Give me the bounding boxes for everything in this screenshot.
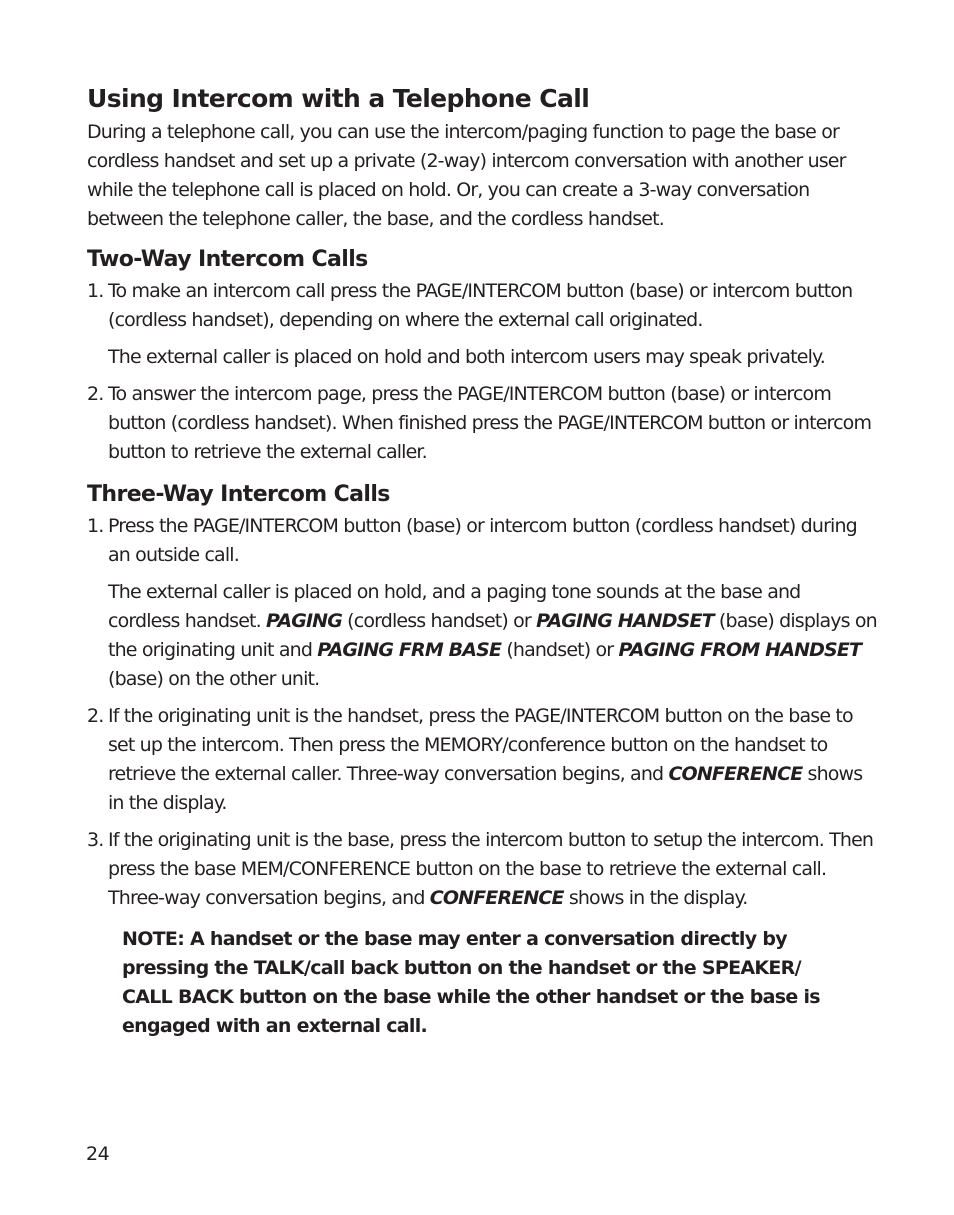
two-way-steps [87,277,877,467]
display-message: PAGING HANDSET [536,610,714,632]
two-way-heading: Two-Way Intercom Calls [87,247,368,272]
page-number: 24 [86,1143,110,1165]
step-text: If the originating unit is the handset, press the PAGE/INTERCOM button on the base to set up the intercom. Then press the MEMORY/conference button on the handset to retrieve the external caller. Three-way conversation begins, and CONFERENCE shows in the display. [108,705,863,814]
step-number: 3. [87,829,104,851]
display-message: PAGING [266,610,342,632]
three-way-steps [87,512,877,913]
two-way-section [87,246,877,467]
list-item [87,826,877,913]
step-number: 2. [87,705,104,727]
three-way-heading: Three-Way Intercom Calls [87,482,390,507]
step-text: If the originating unit is the base, press the intercom button to setup the intercom. Then press the base MEM/CONFERENCE button on the base to retrieve the external call. Three-way conversation begins, and CONFERENCE shows in the display. [108,829,874,909]
step-number: 2. [87,383,104,405]
intro-paragraph: During a telephone call, you can use the intercom/paging function to page the base or cordless handset and set up a private (2-way) intercom conversation with another user while the telephone call is placed on hold. Or, you can create a 3-way conversation between the telephone caller, the base, and the cordless handset. [87,121,846,230]
list-item [87,512,877,694]
note-callout: NOTE: A handset or the base may enter a conversation directly by pressing the TALK/call back button on the handset or the SPEAKER/ CALL BACK button on the base while the other handset or the base is engaged with an external call. [122,928,820,1037]
step-text: Press the PAGE/INTERCOM button (base) or intercom button (cordless handset) during an outside call. [108,515,857,566]
page-content [87,83,877,1055]
display-message: PAGING FROM HANDSET [618,639,862,661]
page-title: Using Intercom with a Telephone Call [87,84,590,113]
list-item [87,277,877,372]
display-message: CONFERENCE [668,763,803,785]
step-number: 1. [87,515,104,537]
display-message: CONFERENCE [429,887,564,909]
step-text: To make an intercom call press the PAGE/INTERCOM button (base) or intercom button (cordless handset), depending on where the external call originated. [108,280,853,331]
step-number: 1. [87,280,104,302]
step-text: To answer the intercom page, press the PAGE/INTERCOM button (base) or intercom button (cordless handset). When finished press the PAGE/INTERCOM button or intercom button to retrieve the external caller. [108,383,872,463]
display-message: PAGING FRM BASE [317,639,502,661]
list-item [87,702,877,818]
step-detail: The external caller is placed on hold and both intercom users may speak privately. [108,346,825,368]
three-way-section [87,481,877,1041]
step-detail: The external caller is placed on hold, and a paging tone sounds at the base and cordless handset. PAGING (cordless handset) or PAGING HANDSET (base) displays on the originating unit and PAGING FRM BASE (handset) or PAGING FROM HANDSET (base) on the other unit. [108,581,877,690]
list-item [87,380,877,467]
